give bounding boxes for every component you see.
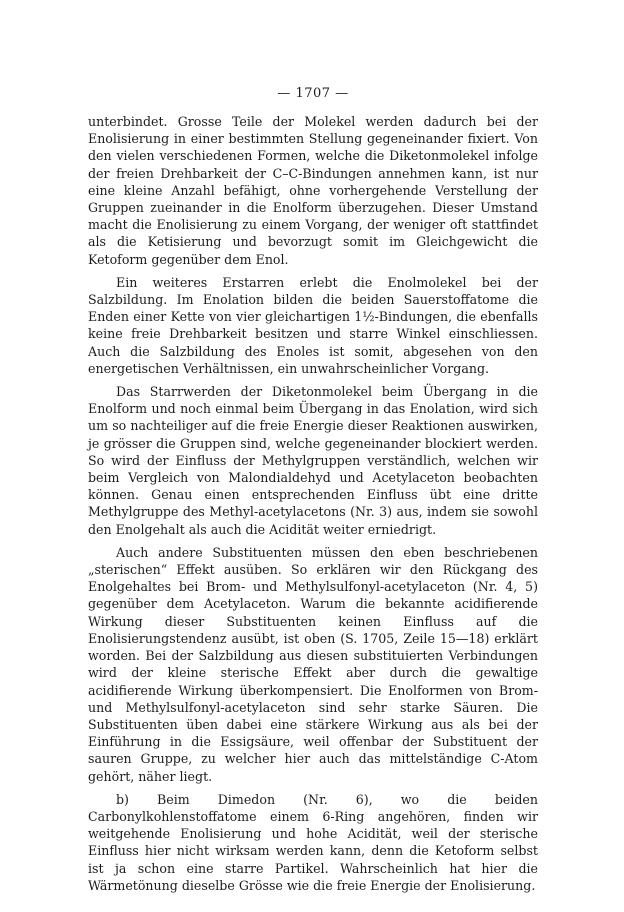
paragraph-5: b) Beim Dimedon (Nr. 6), wo die beiden Carbonylkohlenstoffatome einem 6-Ring angehören, finden wir weitgehende Enolisierung und hohe Acidität, weil der sterische Einfluss hier nicht wirksam werden kann, denn die Ketoform selbst ist ja schon eine starre Partikel. Wahrscheinlich hat hier die Wärmetönung dieselbe Grösse wie die freie Energie der Enolisierung.: [88, 791, 538, 893]
paragraph-2: Ein weiteres Erstarren erlebt die Enolmolekel bei der Salzbildung. Im Enolation bilden die beiden Sauerstoffatome die Enden einer Kette von vier gleichartigen 1½-Bindungen, die ebenfalls keine freie Drehbarkeit besitzen und starre Winkel einschliessen. Auch die Salzbildung des Enoles ist somit, abgesehen von den energetischen Verhältnissen, ein unwahrscheinlicher Vorgang.: [88, 274, 538, 376]
paragraph-1: unterbindet. Grosse Teile der Molekel werden dadurch bei der Enolisierung in einer bestimmten Stellung gegeneinander fixiert. Von den vielen verschiedenen Formen, welche die Diketonmolekel infolge der freien Drehbarkeit der C–C-Bindungen annehmen kann, ist nur eine kleine Anzahl befähigt, ohne vorhergehende Verstellung der Gruppen zueinander in die Enolform überzugehen. Dieser Umstand macht die Enolisierung zu einem Vorgang, der weniger oft stattfindet als die Ketisierung und bevorzugt somit im Gleichgewicht die Ketoform gegenüber dem Enol.: [88, 114, 538, 267]
page-body: [88, 86, 538, 900]
paragraph-4: Auch andere Substituenten müssen den eben beschriebenen „sterischen“ Effekt ausüben. So erklären wir den Rückgang des Enolgehaltes bei Brom- und Methylsulfonyl-acetylaceton (Nr. 4, 5) gegenüber dem Acetylaceton. Warum die bekannte acidifierende Wirkung dieser Substituenten keinen Einfluss auf die Enolisierungstendenz ausübt, ist oben (S. 1705, Zeile 15—18) erklärt worden. Bei der Salzbildung aus diesen substituierten Verbindungen wird der kleine sterische Effekt aber durch die gewaltige acidifierende Wirkung überkompensiert. Die Enolformen von Brom- und Methylsulfonyl-acetylaceton sind sehr starke Säuren. Die Substituenten üben dabei eine stärkere Wirkung aus als bei der Einführung in die Essigsäure, weil offenbar der Substituent der sauren Gruppe, zu welcher hier auch das mittelständige C-Atom gehört, näher liegt.: [88, 544, 538, 784]
page-number: — 1707 —: [277, 86, 349, 101]
paragraph-3: Das Starrwerden der Diketonmolekel beim Übergang in die Enolform und noch einmal beim Übergang in das Enolation, wird sich um so nachteiliger auf die freie Energie dieser Reaktionen auswirken, je grösser die Gruppen sind, welche gegeneinander blockiert werden. So wird der Einfluss der Methylgruppen verständlich, welchen wir beim Vergleich von Malondialdehyd und Acetylaceton beobachten können. Genau einen entsprechenden Einfluss übt eine dritte Methylgruppe des Methyl-acetylacetons (Nr. 3) aus, indem sie sowohl den Enolgehalt als auch die Acidität weiter erniedrigt.: [88, 384, 538, 537]
